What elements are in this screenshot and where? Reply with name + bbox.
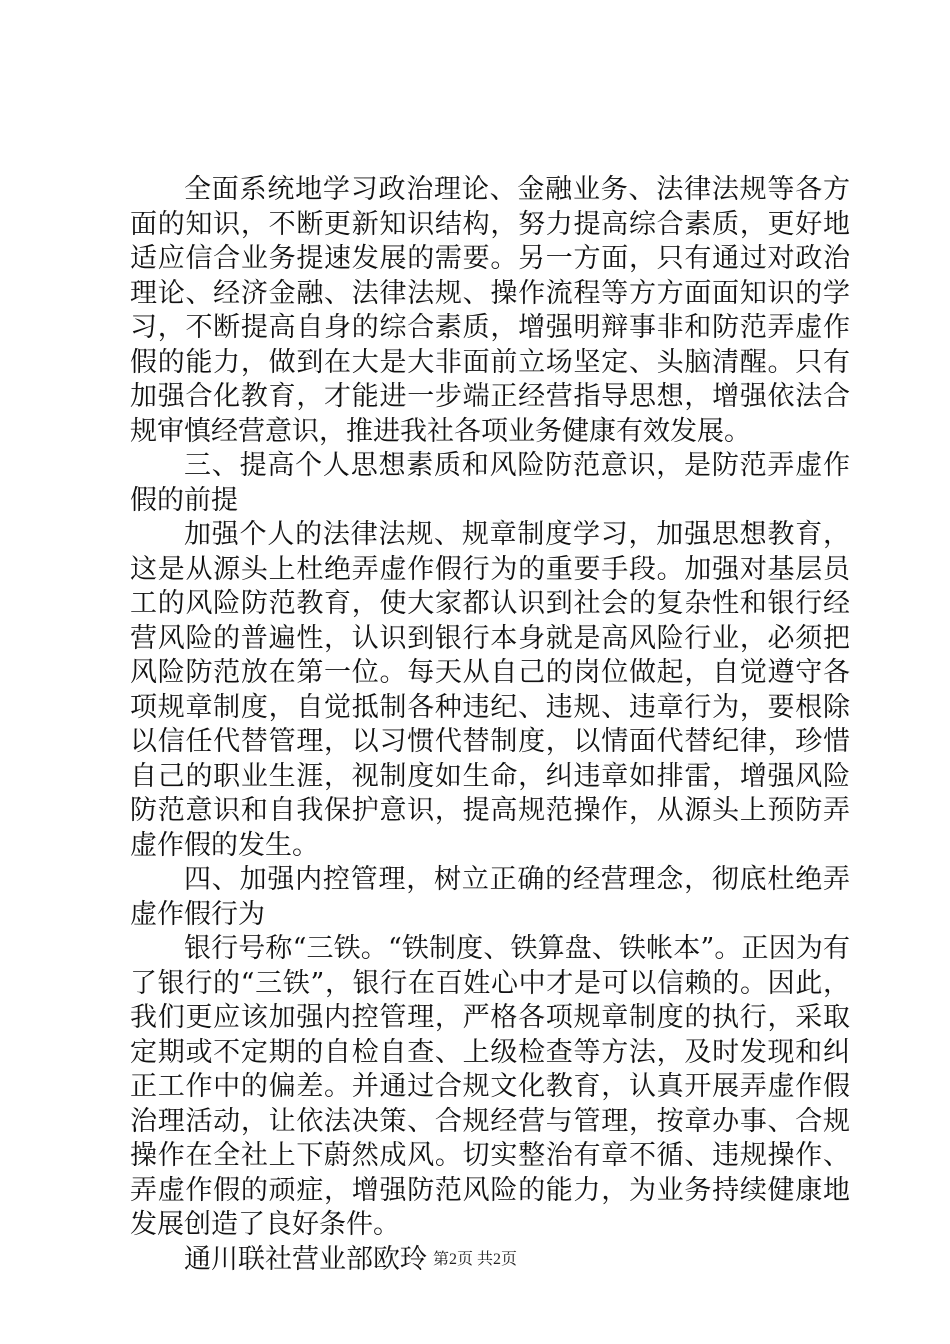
page-number: 第2页 共2页 bbox=[432, 1251, 517, 1268]
heading-section-four: 四、加强内控管理，树立正确的经营理念，彻底杜绝弄虚作假行为 bbox=[130, 864, 850, 930]
paragraph-risk-awareness: 加强个人的法律法规、规章制度学习，加强思想教育，这是从源头上杜绝弄虚作假行为的重要手段。加强对基层员工的风险防范教育，使大家都认识到社会的复杂性和银行经营风险的普遍性，认识到银行本身就是高风险行业，必须把风险防范放在第一位。每天从自己的岗位做起，自觉遵守各项规章制度，自觉抵制各种违纪、违规、违章行为，要根除以信任代替管理，以习惯代替制度，以情面代替纪律，珍惜自己的职业生涯，视制度如生命，纠违章如排雷，增强风险防范意识和自我保护意识，提高规范操作，从源头上预防弄虚作假的发生。 bbox=[130, 519, 850, 861]
document-body bbox=[130, 173, 850, 1277]
paragraph-internal-control: 银行号称“三铁。“铁制度、铁算盘、铁帐本”。正因为有了银行的“三铁”，银行在百姓心中才是可以信赖的。因此，我们更应该加强内控管理，严格各项规章制度的执行，采取定期或不定期的自检自查、上级检查等方法，及时发现和纠正工作中的偏差。并通过合规文化教育，认真开展弄虚作假治理活动，让依法决策、合规经营与管理，按章办事、合规操作在全社上下蔚然成风。切实整治有章不循、违规操作、弄虚作假的顽症，增强防范风险的能力，为业务持续健康地发展创造了良好条件。 bbox=[130, 933, 850, 1240]
author-signature: 通川联社营业部欧玲 bbox=[184, 1243, 427, 1275]
paragraph-study: 全面系统地学习政治理论、金融业务、法律法规等各方面的知识，不断更新知识结构，努力提高综合素质，更好地适应信合业务提速发展的需要。另一方面，只有通过对政治理论、经济金融、法律法规、操作流程等方方面面知识的学习，不断提高自身的综合素质，增强明辩事非和防范弄虚作假的能力，做到在大是大非面前立场坚定、头脑清醒。只有加强合化教育，才能进一步端正经营指导思想，增强依法合规审慎经营意识，推进我社各项业务健康有效发展。 bbox=[130, 174, 850, 447]
heading-section-three: 三、提高个人思想素质和风险防范意识，是防范弄虚作假的前提 bbox=[130, 450, 850, 516]
